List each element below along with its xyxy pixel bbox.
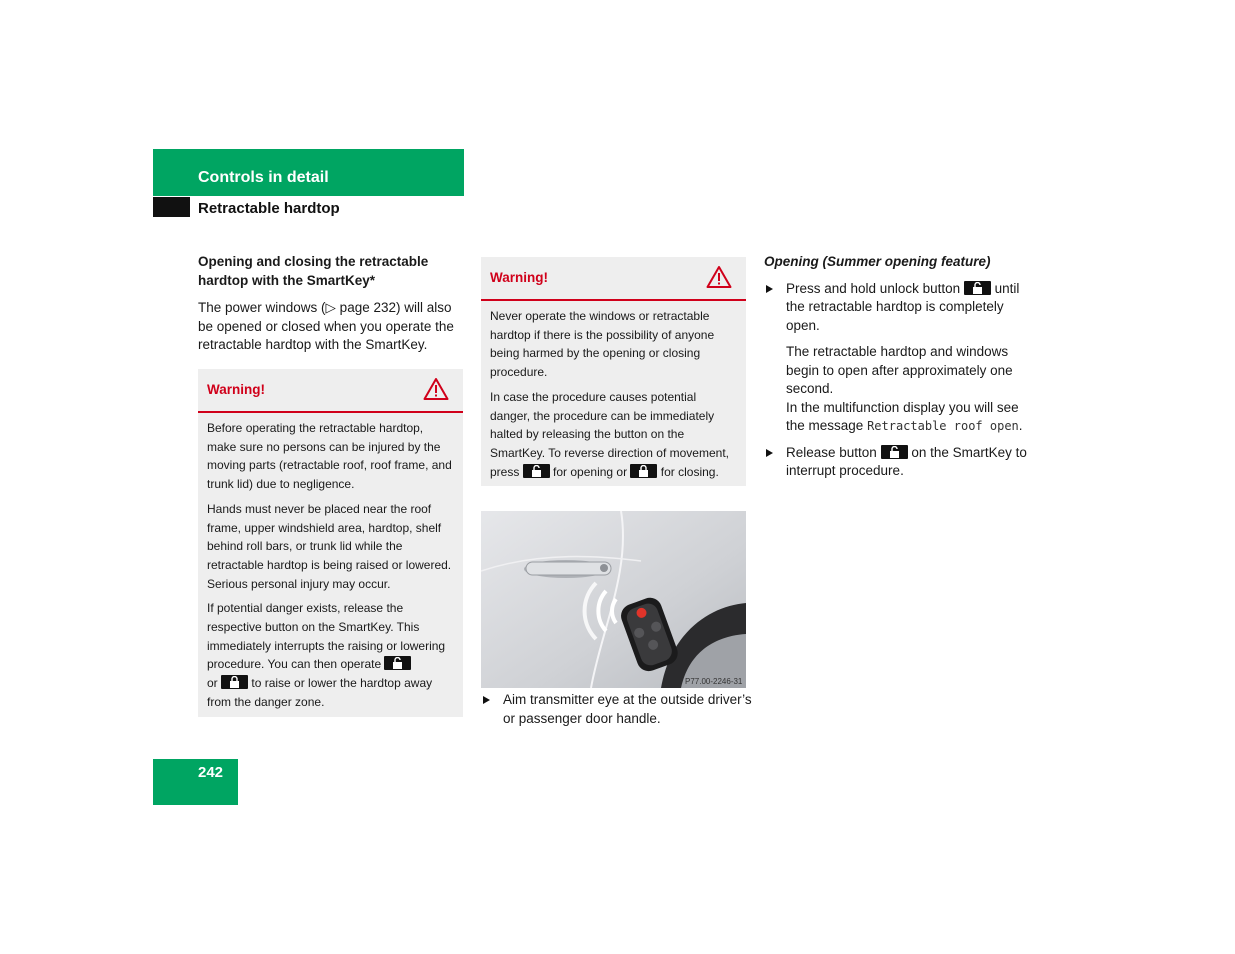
- warning-box-1: [198, 369, 463, 717]
- warning-label: Warning!: [490, 270, 548, 285]
- warning-triangle-icon: [423, 377, 449, 401]
- unlock-button-icon: [384, 656, 411, 670]
- display-message: Retractable roof open: [867, 419, 1019, 433]
- unlock-button-icon: [964, 281, 991, 295]
- warning-header: [198, 369, 463, 413]
- warning-text: In case the procedure causes potential danger, the procedure can be immediately halted by releasing the button on the SmartKey. To reverse direction of movement, press: [490, 389, 729, 479]
- step-text: on the SmartKey to interrupt procedure.: [786, 444, 1027, 478]
- column-1: [198, 253, 464, 355]
- unlock-button-icon: [523, 464, 550, 478]
- procedure-heading: Opening (Summer opening feature): [764, 254, 991, 269]
- warning-paragraph: [207, 599, 454, 711]
- warning-body: [198, 413, 463, 720]
- list-item: [764, 280, 1034, 336]
- warning-header: [481, 257, 746, 301]
- warning-paragraph: Before operating the retractable hardtop, make sure no persons can be injured by the moving parts (retractable roof, roof frame, and trunk lid) due to negligence.: [207, 421, 452, 492]
- step-text: Release button: [786, 444, 877, 460]
- warning-box-2: [481, 257, 746, 486]
- photo-code: P77.00-2246-31: [685, 677, 743, 686]
- step-text: Aim transmitter eye at the outside driver’s or passenger door handle.: [503, 692, 752, 726]
- subsection-marker: [153, 197, 190, 217]
- note-block: [764, 343, 1034, 436]
- subsection-title: Retractable hardtop: [198, 200, 340, 217]
- note-text: The retractable hardtop and windows begin to open after approximately one second.: [786, 344, 1013, 396]
- car-door-smartkey-illustration: [481, 511, 746, 688]
- warning-paragraph: Hands must never be placed near the roof frame, upper windshield area, hardtop, shelf behind roll bars, or trunk lid while the retractable hardtop is being raised or lowered. Serious personal injury may occur.: [207, 501, 452, 591]
- section-title: Controls in detail: [198, 169, 329, 186]
- lock-button-icon: [630, 464, 657, 478]
- warning-paragraph: [490, 388, 737, 482]
- warning-text: If potential danger exists, release the respective button on the SmartKey. This immediately interrupts the raising or lowering procedure. You can then operate: [207, 601, 446, 672]
- warning-text: for opening or: [553, 464, 628, 479]
- lock-button-icon: [221, 675, 248, 689]
- warning-paragraph: Never operate the windows or retractable hardtop if there is the possibility of anyone being harmed by the opening or closing procedure.: [490, 309, 715, 380]
- section-heading: Opening and closing the retractable hardtop with the SmartKey*: [198, 254, 429, 288]
- warning-label: Warning!: [207, 382, 265, 397]
- warning-body: [481, 301, 746, 489]
- unlock-button-icon: [881, 445, 908, 459]
- step-text: until the retractable hardtop is completely open.: [786, 280, 1020, 333]
- page-number: 242: [198, 764, 224, 781]
- warning-triangle-icon: [706, 265, 732, 289]
- note-text-part: .: [1018, 418, 1023, 433]
- list-item: [764, 444, 1034, 481]
- page-number-box: [153, 759, 238, 805]
- intro-text: The power windows (▷ page 232) will also be opened or closed when you operate the retractable hardtop with the SmartKey.: [198, 300, 454, 352]
- note-text-part: In the multifunction display you will see the message: [786, 399, 1019, 433]
- list-item: [481, 691, 753, 728]
- smartkey-photo: [481, 511, 746, 688]
- warning-text: or: [207, 676, 218, 691]
- column-3: [764, 253, 1034, 481]
- warning-text: for closing.: [660, 464, 719, 479]
- warning-text: to raise or lower the hardtop away from the danger zone.: [207, 676, 433, 709]
- note-text: [786, 399, 1034, 436]
- step-text: Press and hold unlock button: [786, 280, 961, 296]
